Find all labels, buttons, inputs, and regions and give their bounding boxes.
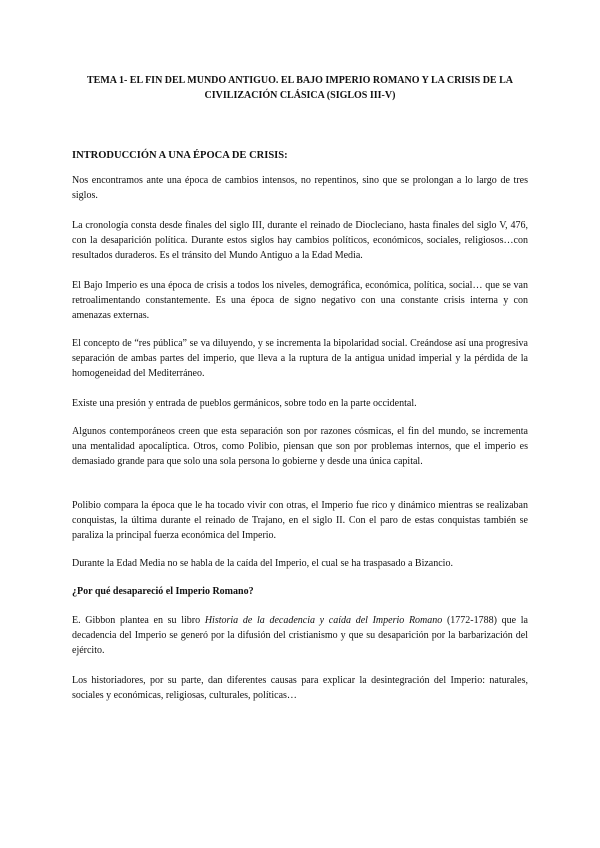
paragraph-6: Algunos contemporáneos creen que esta separación son por razones cósmicas, el fin del mundo, se incrementa una mentalidad apocalíptica. Otros, como Polibio, piensan que son por problemas internos, que el imperio es demasiado grande para que solo una sola persona lo gobierne y desde una única capital.	[72, 426, 528, 467]
paragraph-3: El Bajo Imperio es una época de crisis a todos los niveles, demográfica, económica, política, social… que se van retroalimentando constantemente. Es una época de signo negativo con una constante crisis interna y con amenazas externas.	[72, 280, 528, 321]
paragraph-4: El concepto de “res pública” se va diluyendo, y se incrementa la bipolaridad social. Creándose así una progresiva separación de ambas partes del imperio, que lleva a la ruptura de la antigua unidad imperial y la pérdida de la homogeneidad del Mediterráneo.	[72, 338, 528, 379]
gibbon-text-after: (1772-1788) que la decadencia del Imperio se generó por la difusión del cristianismo y que su desaparición por la barbarización del ejército.	[72, 615, 528, 656]
paragraph-5: Existe una presión y entrada de pueblos germánicos, sobre todo en la parte occidental.	[72, 398, 417, 409]
paragraph-last: Los historiadores, por su parte, dan diferentes causas para explicar la desintegración del Imperio: naturales, sociales y económicas, religiosas, culturales, políticas…	[72, 675, 528, 701]
paragraph-2: La cronología consta desde finales del siglo III, durante el reinado de Diocleciano, hasta finales del siglo V, 476, con la desaparición política. Durante estos siglos hay cambios políticos, económicos, sociales, religiosos…con resultados duraderos. Es el tránsito del Mundo Antiguo a la Edad Media.	[72, 220, 528, 261]
document-title: TEMA 1- EL FIN DEL MUNDO ANTIGUO. EL BAJO IMPERIO ROMANO Y LA CRISIS DE LA CIVILIZACIÓN CLÁSICA (SIGLOS III-V)	[87, 75, 513, 101]
paragraph-1: Nos encontramos ante una época de cambios intensos, no repentinos, sino que se prolongan a lo largo de tres siglos.	[72, 175, 528, 201]
book-title: Historia de la decadencia y caída del Imperio Romano	[204, 615, 443, 626]
gibbon-text-before: E. Gibbon plantea en su libro	[72, 615, 205, 626]
paragraph-8: Durante la Edad Media no se habla de la caída del Imperio, el cual se ha traspasado a Bizancio.	[72, 558, 453, 569]
paragraph-gibbon	[72, 613, 528, 658]
section-heading: INTRODUCCIÓN A UNA ÉPOCA DE CRISIS:	[72, 150, 288, 161]
subheading: ¿Por qué desapareció el Imperio Romano?	[72, 586, 254, 597]
paragraph-7: Polibio compara la época que le ha tocado vivir con otras, el Imperio fue rico y dinámico mientras se realizaban conquistas, la última durante el reinado de Trajano, en el siglo II. Con el paro de estas conquistas también se paraliza la principal fuerza económica del Imperio.	[72, 500, 528, 541]
